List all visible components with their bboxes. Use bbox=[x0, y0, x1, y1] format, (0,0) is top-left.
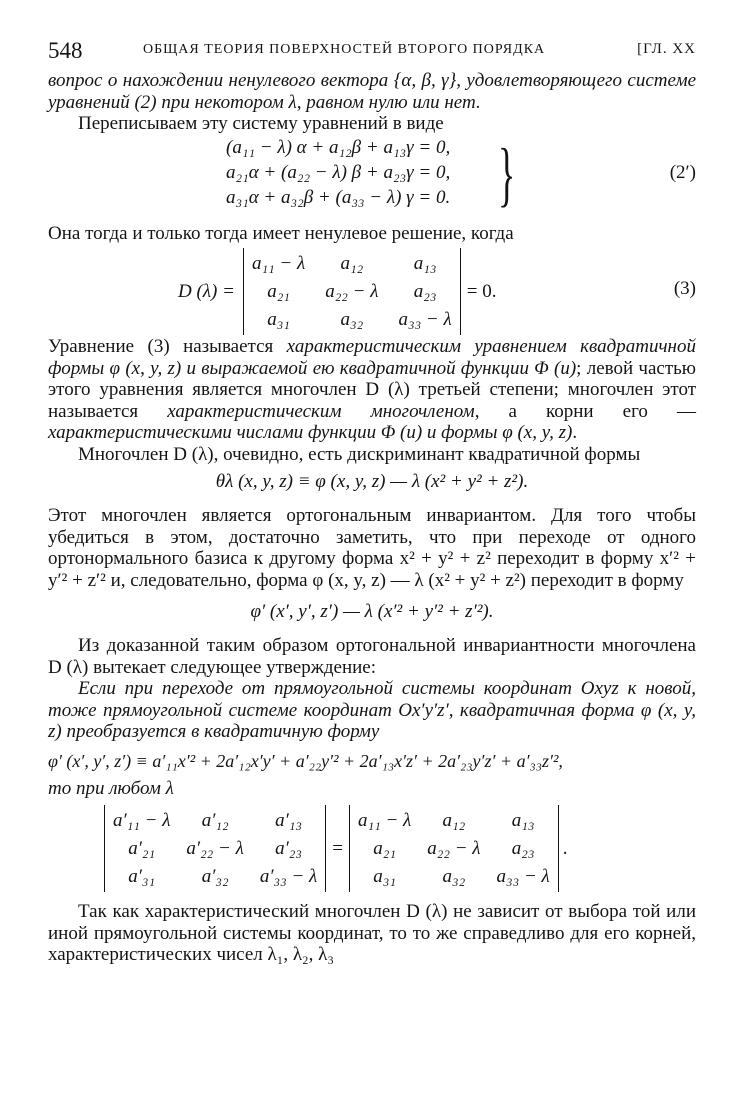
det-cell: a₂₃ bbox=[511, 838, 535, 859]
det-cell: a₃₁ bbox=[267, 309, 290, 330]
paragraph-8: Если при переходе от прямоугольной системы координат Oxyz к новой, тоже прямоугольной системе координат Ox′y′z′, квадратичная форма φ (x, y, z) преобразуется в квадратичную форму bbox=[48, 678, 696, 742]
det-cell: a₃₂ bbox=[340, 309, 364, 330]
determinant-primed bbox=[104, 805, 326, 892]
paragraph-9: то при любом λ bbox=[48, 777, 174, 799]
system-eq-1: (a₁₁ − λ) α + a₁₂β + a₁₃γ = 0, bbox=[226, 136, 451, 158]
formula-phi-expanded: φ′ (x′, y′, z′) ≡ a′₁₁x′² + 2a′₁₂x′y′ + a′₂₂y′² + 2a′₁₃x′z′ + 2a′₂₃y′z′ + a′₃₃z′², bbox=[48, 750, 563, 771]
det-cell: a′₃₂ bbox=[201, 866, 229, 887]
det-cell: a′₁₃ bbox=[275, 810, 302, 831]
page-header bbox=[48, 30, 696, 70]
det-cell: a₂₁ bbox=[373, 838, 396, 859]
paragraph-4: Уравнение (3) называется характеристическим уравнением квадратичной формы φ (x, y, z) и выражаемой ею квадратичной функции Φ (u); левой частью этого уравнения является многочлен D (λ) третьей степени; многочлен этот называется характеристическим многочленом, а корни его — характеристическими числами функции Φ (u) и формы φ (x, y, z). bbox=[48, 336, 696, 443]
determinant-original bbox=[349, 805, 559, 892]
system-eq-3: a₃₁α + a₃₂β + (a₃₃ − λ) γ = 0. bbox=[226, 186, 451, 208]
right-brace: } bbox=[498, 133, 516, 214]
det-cell: a′₂₂ − λ bbox=[186, 838, 244, 859]
determinant-3x3 bbox=[243, 248, 461, 335]
det-cell: a₃₁ bbox=[373, 866, 396, 887]
determinant-equality bbox=[48, 799, 696, 895]
running-title: ОБЩАЯ ТЕОРИЯ ПОВЕРХНОСТЕЙ ВТОРОГО ПОРЯДКА bbox=[143, 42, 546, 57]
det-cell: a₂₁ bbox=[267, 281, 290, 302]
det-cell: a₁₁ − λ bbox=[251, 253, 306, 274]
det-cell: a₂₃ bbox=[413, 281, 437, 302]
det-cell: a′₂₁ bbox=[128, 838, 156, 859]
system-eq-2: a₂₁α + (a₂₂ − λ) β + a₂₃γ = 0, bbox=[226, 161, 451, 183]
equation-system bbox=[48, 135, 696, 215]
equation-number-2prime: (2′) bbox=[669, 161, 696, 183]
period: . bbox=[562, 837, 568, 859]
paragraph-2: Переписываем эту систему уравнений в виде bbox=[78, 113, 444, 134]
det-cell: a′₂₃ bbox=[275, 838, 302, 859]
det-cell: a′₃₁ bbox=[128, 866, 156, 887]
det-cell: a₂₂ − λ bbox=[427, 838, 481, 859]
formula-phi-prime: φ′ (x′, y′, z′) — λ (x′² + y′² + z′²). bbox=[250, 601, 494, 622]
det-cell: a₃₃ − λ bbox=[496, 866, 550, 887]
equation-number-3: (3) bbox=[673, 278, 696, 299]
det-cell: a₁₃ bbox=[413, 253, 437, 274]
paragraph-6: Этот многочлен является ортогональным инвариантом. Для того чтобы убедиться в этом, достаточно заметить, что при переходе от одного ортонормального базиса к другому форма x² + y² + z² переходит в форму x′² + y′² + z′² и, следовательно, форма φ (x, y, z) — λ (x² + y² + z²) переходит в форму bbox=[48, 505, 696, 591]
paragraph-10: Так как характеристический многочлен D (λ) не зависит от выбора той или иной прямоугольной системы координат, то то же справедливо для его корней, характеристических чисел λ₁, λ₂, λ₃ bbox=[48, 901, 696, 965]
det-rhs: = 0. bbox=[466, 280, 497, 302]
det-cell: a₁₂ bbox=[442, 810, 466, 831]
paragraph-5: Многочлен D (λ), очевидно, есть дискриминант квадратичной формы bbox=[78, 443, 641, 465]
det-cell: a₁₁ − λ bbox=[357, 810, 412, 831]
paragraph-1: вопрос о нахождении ненулевого вектора {α, β, γ}, удовлетворяющего системе уравнений (2) при некотором λ, равном нулю или нет. bbox=[48, 70, 696, 113]
chapter-label: [ГЛ. XX bbox=[637, 41, 696, 57]
det-cell: a′₃₃ − λ bbox=[259, 866, 318, 887]
book-page bbox=[48, 30, 696, 966]
det-cell: a₃₂ bbox=[442, 866, 466, 887]
det-cell: a₂₂ − λ bbox=[325, 281, 379, 302]
det-cell: a′₁₁ − λ bbox=[113, 810, 171, 831]
det-cell: a′₁₂ bbox=[201, 810, 229, 831]
paragraph-7: Из доказанной таким образом ортогональной инвариантности многочлена D (λ) вытекает следующее утверждение: bbox=[48, 635, 696, 678]
det-cell: a₁₃ bbox=[511, 810, 535, 831]
equals-sign: = bbox=[332, 837, 343, 859]
det-lhs: D (λ) = bbox=[178, 280, 235, 302]
determinant-equation bbox=[48, 244, 696, 336]
det-cell: a₃₃ − λ bbox=[398, 309, 452, 330]
det-cell: a₁₂ bbox=[340, 253, 364, 274]
page-number: 548 bbox=[48, 38, 83, 63]
formula-theta: θλ (x, y, z) ≡ φ (x, y, z) — λ (x² + y² + z²). bbox=[215, 471, 529, 492]
paragraph-3: Она тогда и только тогда имеет ненулевое решение, когда bbox=[48, 222, 514, 244]
